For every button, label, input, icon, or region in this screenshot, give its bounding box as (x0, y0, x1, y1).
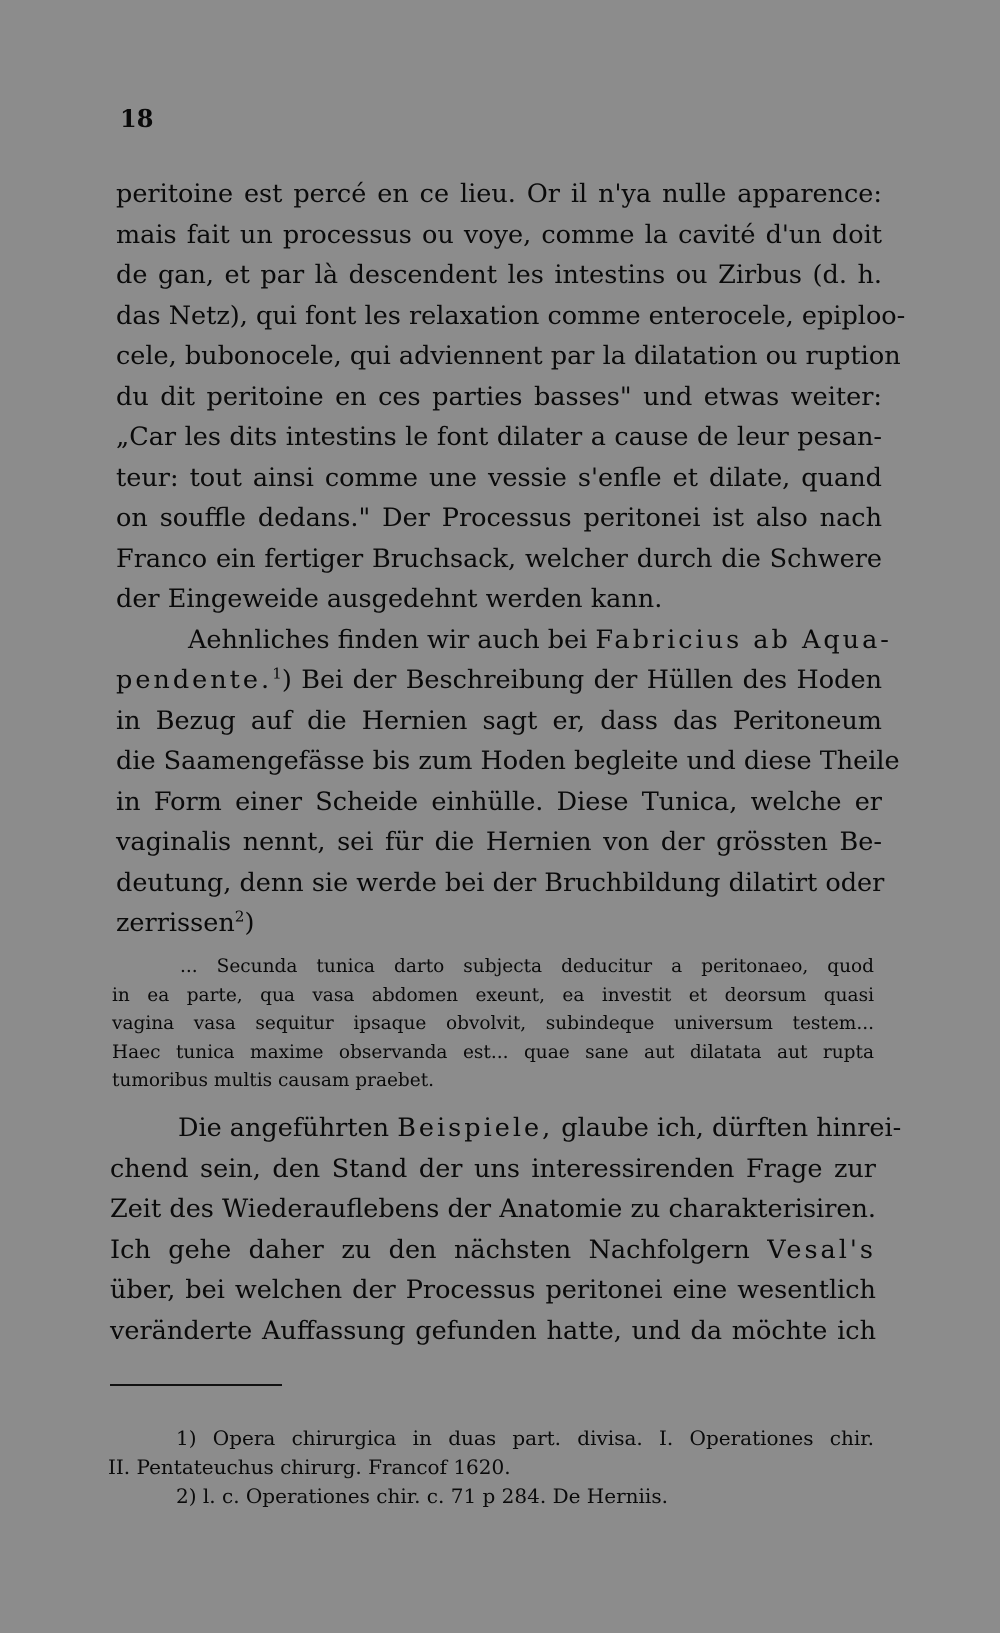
text-line: vaginalis nennt, sei für die Hernien von der grössten Be- (116, 827, 882, 857)
text-line: veränderte Auffassung gefunden hatte, und da möchte ich (110, 1315, 876, 1346)
text-fragment: ) Bei der Beschreibung der Hüllen des Hoden (281, 665, 882, 695)
text-line: chend sein, den Stand der uns interessirenden Frage zur (110, 1153, 876, 1184)
text-fragment: Ich gehe daher zu den nächsten Nachfolgern (110, 1234, 750, 1265)
text-line: die Saamengefässe bis zum Hoden begleite und diese Theile (116, 746, 900, 776)
text-line (116, 903, 882, 944)
author-name-fabricius: Fabricius ab Aqua- (595, 624, 892, 655)
text-line: du dit peritoine en ces parties basses" und etwas weiter: (116, 381, 882, 412)
text-line: on souffle dedans." Der Processus peritonei ist also nach (116, 503, 882, 533)
text-line: Zeit des Wiederauflebens der Anatomie zu charakterisiren. (110, 1194, 876, 1224)
text-line: de gan, et par là descendent les intestins ou Zirbus (d. h. (116, 260, 882, 290)
text-fragment: Die angeführten (178, 1113, 390, 1143)
text-line: peritoine est percé en ce lieu. Or il n'ya nulle apparence: (116, 179, 882, 209)
text-line: „Car les dits intestins le font dilater a cause de leur pesan- (116, 422, 882, 452)
text-line: teur: tout ainsi comme une vessie s'enfle et dilate, quand (116, 462, 882, 493)
emphasis-beispiele: Beispiele, (397, 1113, 554, 1143)
quote-line: ... Secunda tunica darto subjecta deducitur a peritonaeo, quod (180, 956, 874, 977)
text-line-paragraph-start (116, 620, 892, 661)
footnotes (108, 1424, 874, 1511)
text-fragment: Aehnliches finden wir auch bei (188, 624, 588, 655)
text-line: in Form einer Scheide einhülle. Diese Tunica, welche er (116, 786, 882, 817)
text-line: in Bezug auf die Hernien sagt er, dass das Peritoneum (116, 705, 882, 736)
text-line: der Eingeweide ausgedehnt werden kann. (116, 584, 663, 614)
author-name-vesal: Vesal's (767, 1234, 876, 1265)
footnote-ref-2: 2 (234, 907, 245, 926)
text-fragment: glaube ich, dürften hinrei- (561, 1113, 902, 1143)
footnote-1-cont: II. Pentateuchus chirurg. Francof 1620. (108, 1455, 511, 1479)
text-line (116, 660, 882, 701)
quote-line: tumoribus multis causam praebet. (112, 1070, 435, 1091)
text-line: mais fait un processus ou voye, comme la cavité d'un doit (116, 219, 882, 250)
paragraph-franco (116, 174, 906, 944)
quote-line: in ea parte, qua vasa abdomen exeunt, ea investit et deorsum quasi (112, 984, 874, 1006)
text-fragment: zerrissen (116, 908, 235, 938)
text-line: deutung, denn sie werde bei der Bruchbildung dilatirt oder (116, 867, 885, 898)
text-line: Franco ein fertiger Bruchsack, welcher durch die Schwere (116, 543, 882, 574)
quote-line: vagina vasa sequitur ipsaque obvolvit, subindeque universum testem... (112, 1013, 874, 1034)
paragraph-conclusion (110, 1108, 902, 1351)
text-line (110, 1230, 876, 1271)
text-line: über, bei welchen der Processus peritonei eine wesentlich (110, 1275, 876, 1305)
text-fragment: ) (244, 908, 255, 938)
page-number: 18 (120, 104, 154, 133)
footnote-1: 1) Opera chirurgica in duas part. divisa. I. Operationes chir. (176, 1426, 874, 1450)
text-line: das Netz), qui font les relaxation comme enterocele, epiploo- (116, 300, 906, 331)
text-line-paragraph-start (110, 1108, 902, 1149)
quote-line: Haec tunica maxime observanda est... quae sane aut dilatata aut rupta (112, 1041, 874, 1063)
latin-quotation (112, 953, 874, 1096)
text-line: cele, bubonocele, qui adviennent par la dilatation ou ruption (116, 341, 901, 371)
footnote-separator (110, 1384, 282, 1386)
footnote-ref-1: 1 (272, 664, 282, 683)
footnote-2: 2) l. c. Operationes chir. c. 71 p 284. De Herniis. (176, 1484, 668, 1508)
author-name-fabricius-cont: pendente. (116, 665, 273, 695)
